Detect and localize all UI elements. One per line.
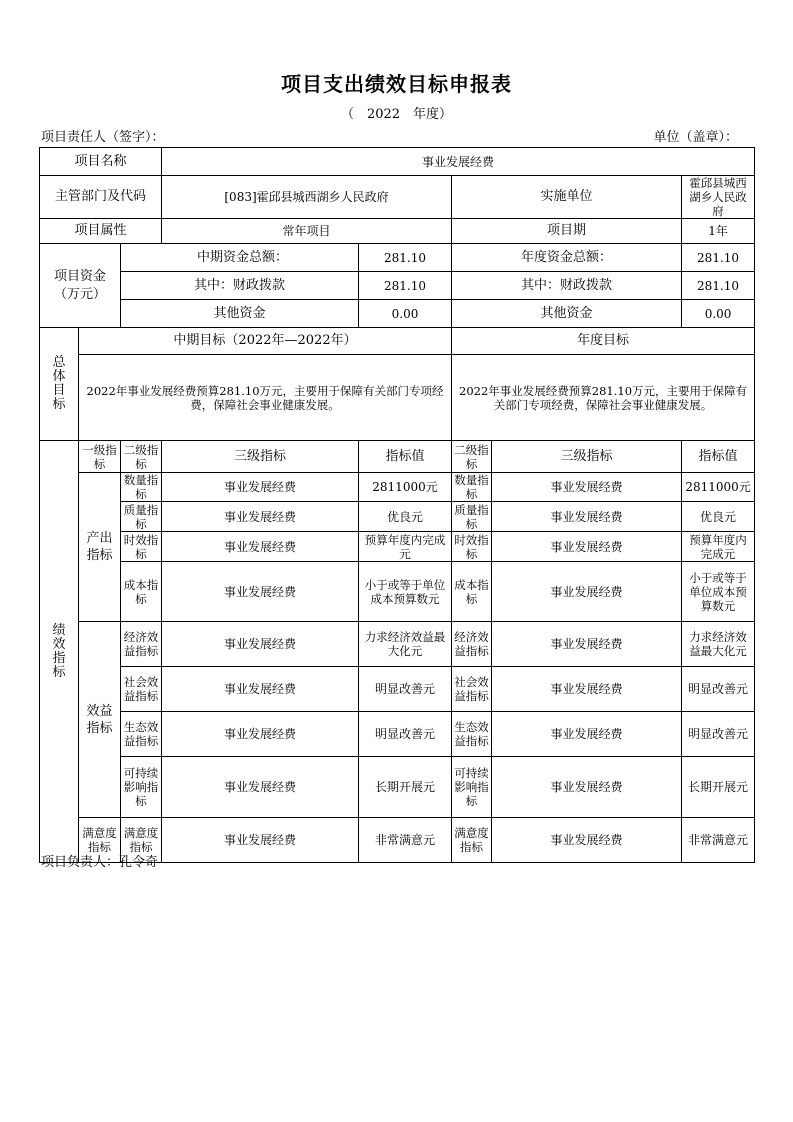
level2-cell: 生态效益指标 bbox=[121, 712, 162, 757]
project-name-label: 项目名称 bbox=[40, 148, 162, 176]
level2-cell: 经济效益指标 bbox=[121, 622, 162, 667]
project-period-label: 项目期 bbox=[452, 219, 682, 244]
department-value: [083]霍邱县城西湖乡人民政府 bbox=[162, 176, 452, 219]
mid-value-cell: 预算年度内完成元 bbox=[359, 532, 452, 562]
implementing-unit-value: 霍邱县城西湖乡人民政府 bbox=[682, 176, 755, 219]
indicator-row bbox=[40, 532, 755, 562]
mid-value-cell: 明显改善元 bbox=[359, 712, 452, 757]
mid-goal-header: 中期目标（2022年—2022年） bbox=[79, 328, 452, 355]
year-level3-cell: 事业发展经费 bbox=[492, 712, 682, 757]
year-value-cell: 长期开展元 bbox=[682, 757, 755, 818]
level2-cell: 可持续影响指标 bbox=[121, 757, 162, 818]
project-name-row bbox=[40, 148, 755, 176]
year-total-value: 281.10 bbox=[682, 244, 755, 272]
mid-goal-text: 2022年事业发展经费预算281.10万元，主要用于保障有关部门专项经费，保障社会事业健康发展。 bbox=[79, 355, 452, 441]
mid-fiscal-label: 其中：财政拨款 bbox=[121, 272, 359, 300]
year-level2-cell: 数量指标 bbox=[452, 473, 492, 502]
level3-cell: 事业发展经费 bbox=[162, 622, 359, 667]
year-level3-cell: 事业发展经费 bbox=[492, 562, 682, 622]
year-level2-cell: 时效指标 bbox=[452, 532, 492, 562]
year-level3-cell: 事业发展经费 bbox=[492, 667, 682, 712]
project-name-value: 事业发展经费 bbox=[162, 148, 755, 176]
mid-other-value: 0.00 bbox=[359, 300, 452, 328]
satisfaction-indicator-group: 满意度指标 bbox=[79, 818, 121, 863]
project-attribute-label: 项目属性 bbox=[40, 219, 162, 244]
funds-total-row bbox=[40, 244, 755, 272]
value-header: 指标值 bbox=[359, 441, 452, 473]
overall-goal-label: 总体目标 bbox=[40, 328, 79, 441]
level3-cell: 事业发展经费 bbox=[162, 532, 359, 562]
department-row bbox=[40, 176, 755, 219]
mid-total-label: 中期资金总额： bbox=[121, 244, 359, 272]
level2-cell: 社会效益指标 bbox=[121, 667, 162, 712]
project-attribute-value: 常年项目 bbox=[162, 219, 452, 244]
indicator-row bbox=[40, 473, 755, 502]
year-level3-cell: 事业发展经费 bbox=[492, 473, 682, 502]
year-level3-header: 三级指标 bbox=[492, 441, 682, 473]
year-value-cell: 力求经济效益最大化元 bbox=[682, 622, 755, 667]
year-value-cell: 2811000元 bbox=[682, 473, 755, 502]
year-level2-cell: 满意度指标 bbox=[452, 818, 492, 863]
mid-value-cell: 优良元 bbox=[359, 502, 452, 532]
level2-cell: 时效指标 bbox=[121, 532, 162, 562]
year-fiscal-label: 其中：财政拨款 bbox=[452, 272, 682, 300]
indicator-row bbox=[40, 502, 755, 532]
mid-value-cell: 小于或等于单位成本预算数元 bbox=[359, 562, 452, 622]
level2-header: 二级指标 bbox=[121, 441, 162, 473]
goals-header-row bbox=[40, 328, 755, 355]
year-level2-cell: 质量指标 bbox=[452, 502, 492, 532]
year-level3-cell: 事业发展经费 bbox=[492, 532, 682, 562]
year-level2-cell: 社会效益指标 bbox=[452, 667, 492, 712]
project-period-value: 1年 bbox=[682, 219, 755, 244]
level3-cell: 事业发展经费 bbox=[162, 562, 359, 622]
year-value-cell: 非常满意元 bbox=[682, 818, 755, 863]
benefit-indicator-group: 效益指标 bbox=[79, 622, 121, 818]
attribute-row bbox=[40, 219, 755, 244]
indicator-row bbox=[40, 712, 755, 757]
level2-cell: 满意度指标 bbox=[121, 818, 162, 863]
level3-header: 三级指标 bbox=[162, 441, 359, 473]
year-level3-cell: 事业发展经费 bbox=[492, 502, 682, 532]
level3-cell: 事业发展经费 bbox=[162, 473, 359, 502]
year-fiscal-value: 281.10 bbox=[682, 272, 755, 300]
mid-value-cell: 力求经济效益最大化元 bbox=[359, 622, 452, 667]
department-label: 主管部门及代码 bbox=[40, 176, 162, 219]
performance-goal-table bbox=[39, 147, 755, 863]
year-level3-cell: 事业发展经费 bbox=[492, 757, 682, 818]
year-level2-cell: 可持续影响指标 bbox=[452, 757, 492, 818]
year-level2-cell: 生态效益指标 bbox=[452, 712, 492, 757]
indicator-row bbox=[40, 622, 755, 667]
year-value-header: 指标值 bbox=[682, 441, 755, 473]
mid-fiscal-value: 281.10 bbox=[359, 272, 452, 300]
year-level3-cell: 事业发展经费 bbox=[492, 622, 682, 667]
mid-value-cell: 2811000元 bbox=[359, 473, 452, 502]
year-value-cell: 明显改善元 bbox=[682, 667, 755, 712]
year-other-value: 0.00 bbox=[682, 300, 755, 328]
project-funds-label: 项目资金（万元） bbox=[40, 244, 121, 328]
level1-header: 一级指标 bbox=[79, 441, 121, 473]
mid-value-cell: 长期开展元 bbox=[359, 757, 452, 818]
year-goal-header: 年度目标 bbox=[452, 328, 755, 355]
output-indicator-group: 产出指标 bbox=[79, 473, 121, 622]
form-title: 项目支出绩效目标申报表 bbox=[281, 72, 512, 96]
mid-other-label: 其他资金 bbox=[121, 300, 359, 328]
implementing-unit-label: 实施单位 bbox=[452, 176, 682, 219]
mid-value-cell: 明显改善元 bbox=[359, 667, 452, 712]
level3-cell: 事业发展经费 bbox=[162, 712, 359, 757]
level2-cell: 数量指标 bbox=[121, 473, 162, 502]
year-level2-cell: 经济效益指标 bbox=[452, 622, 492, 667]
responsible-signature-label: 项目责任人（签字）： bbox=[41, 130, 165, 145]
level3-cell: 事业发展经费 bbox=[162, 502, 359, 532]
goals-text-row bbox=[40, 355, 755, 441]
mid-total-value: 281.10 bbox=[359, 244, 452, 272]
level3-cell: 事业发展经费 bbox=[162, 667, 359, 712]
funds-fiscal-row bbox=[40, 272, 755, 300]
year-value-cell: 优良元 bbox=[682, 502, 755, 532]
year-level3-cell: 事业发展经费 bbox=[492, 818, 682, 863]
year-level2-cell: 成本指标 bbox=[452, 562, 492, 622]
year-other-label: 其他资金 bbox=[452, 300, 682, 328]
year-value-cell: 明显改善元 bbox=[682, 712, 755, 757]
unit-seal-label: 单位（盖章）： bbox=[653, 130, 738, 145]
year-goal-text: 2022年事业发展经费预算281.10万元，主要用于保障有关部门专项经费，保障社会事业健康发展。 bbox=[452, 355, 755, 441]
year-total-label: 年度资金总额： bbox=[452, 244, 682, 272]
indicator-row bbox=[40, 667, 755, 712]
mid-value-cell: 非常满意元 bbox=[359, 818, 452, 863]
indicator-row bbox=[40, 562, 755, 622]
year-value-cell: 预算年度内完成元 bbox=[682, 532, 755, 562]
project-lead: 项目负责人：孔令奇 bbox=[41, 855, 159, 870]
performance-indicator-label: 绩效指标 bbox=[40, 441, 79, 863]
level3-cell: 事业发展经费 bbox=[162, 757, 359, 818]
level2-cell: 成本指标 bbox=[121, 562, 162, 622]
level2-cell: 质量指标 bbox=[121, 502, 162, 532]
year-level2-header: 二级指标 bbox=[452, 441, 492, 473]
year-line: （ 2022 年度） bbox=[340, 107, 453, 122]
indicator-header-row bbox=[40, 441, 755, 473]
year-value-cell: 小于或等于单位成本预算数元 bbox=[682, 562, 755, 622]
indicator-row bbox=[40, 757, 755, 818]
funds-other-row bbox=[40, 300, 755, 328]
level3-cell: 事业发展经费 bbox=[162, 818, 359, 863]
